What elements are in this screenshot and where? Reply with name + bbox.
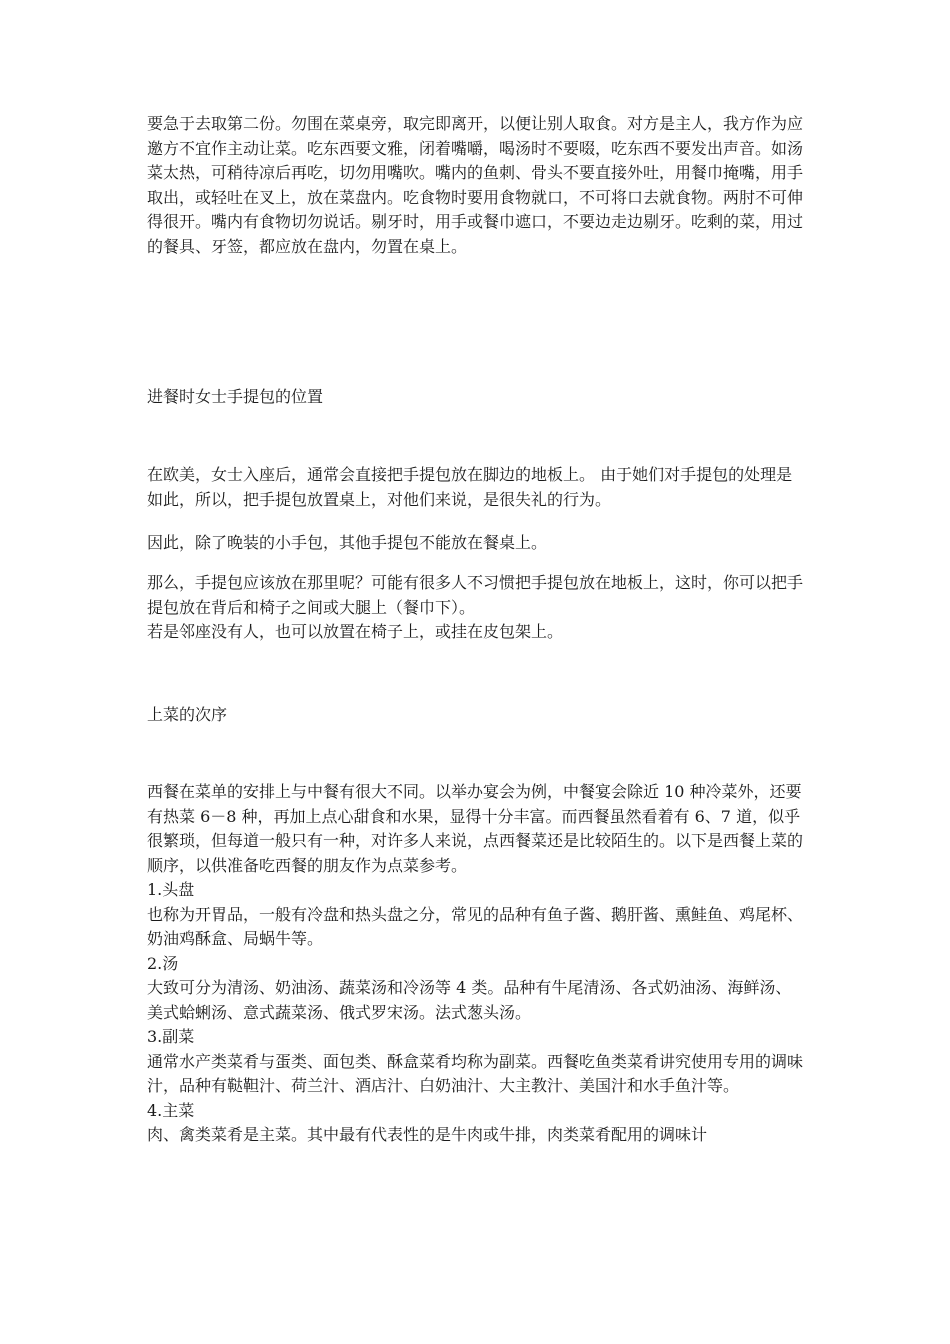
course-title: 2.汤 [147,953,179,973]
handbag-paragraph-3a: 那么，手提包应该放在那里呢？可能有很多人不习惯把手提包放在地板上，这时，你可以把手提包放在背后和椅子之间或大腿上（餐巾下）。 [147,573,804,617]
handbag-paragraph-2: 因此，除了晚装的小手包，其他手提包不能放在餐桌上。 [147,533,548,552]
course-description: 通常水产类菜肴与蛋类、面包类、酥盒菜肴均称为副菜。西餐吃鱼类菜肴讲究使用专用的调味汁，品种有鞑靼汁、荷兰汁、酒店汁、白奶油汁、大主教汁、美国汁和水手鱼汁等。 [147,1051,804,1095]
handbag-heading: 进餐时女士手提包的位置 [147,387,324,406]
etiquette-paragraph: 要急于去取第二份。勿围在菜桌旁，取完即离开，以便让别人取食。对方是主人，我方作为应邀方不宜作主动让菜。吃东西要文雅，闭着嘴嚼，喝汤时不要啜，吃东西不要发出声音。如汤菜太热，可稍待凉后再吃，切勿用嘴吹。嘴内的鱼刺、骨头不要直接外吐，用餐巾掩嘴，用手取出，或轻吐在叉上，放在菜盘内。吃食物时要用食物就口，不可将口去就食物。两肘不可伸得很开。嘴内有食物切勿说话。剔牙时，用手或餐巾遮口，不要边走边剔牙。吃剩的菜，用过的餐具、牙签，都应放在盘内，勿置在桌上。 [147,114,804,256]
serving-order-intro: 西餐在菜单的安排上与中餐有很大不同。以举办宴会为例，中餐宴会除近 10 种冷菜外，还要有热菜 6－8 种，再加上点心甜食和水果，显得十分丰富。而西餐虽然看着有 6、7 道，似乎很繁琐，但每道一般只有一种，对许多人来说，点西餐菜还是比较陌生的。以下是西餐上菜的顺序，以供准备吃西餐的朋友作为点菜参考。 [147,782,804,875]
course-description: 大致可分为清汤、奶油汤、蔬菜汤和冷汤等 4 类。品种有牛尾清汤、各式奶油汤、海鲜汤、美式蛤蜊汤、意式蔬菜汤、俄式罗宋汤。法式葱头汤。 [147,978,792,1022]
serving-order-heading: 上菜的次序 [147,705,228,724]
course-title: 1.头盘 [147,880,195,899]
handbag-paragraph-1: 在欧美，女士入座后，通常会直接把手提包放在脚边的地板上。 由于她们对手提包的处理是如此，所以，把手提包放置桌上，对他们来说，是很失礼的行为。 [147,465,793,509]
course-title: 3.副菜 [147,1027,195,1046]
serving-order-content [147,780,807,1148]
course-title: 4.主菜 [147,1100,195,1120]
course-description: 也称为开胃品，一般有冷盘和热头盘之分，常见的品种有鱼子酱、鹅肝酱、熏鲑鱼、鸡尾杯、奶油鸡酥盒、局蜗牛等。 [147,904,804,948]
handbag-paragraph-3b: 若是邻座没有人，也可以放置在椅子上，或挂在皮包架上。 [147,622,564,641]
course-description: 肉、禽类菜肴是主菜。其中最有代表性的是牛肉或牛排，肉类菜肴配用的调味计 [147,1125,708,1144]
